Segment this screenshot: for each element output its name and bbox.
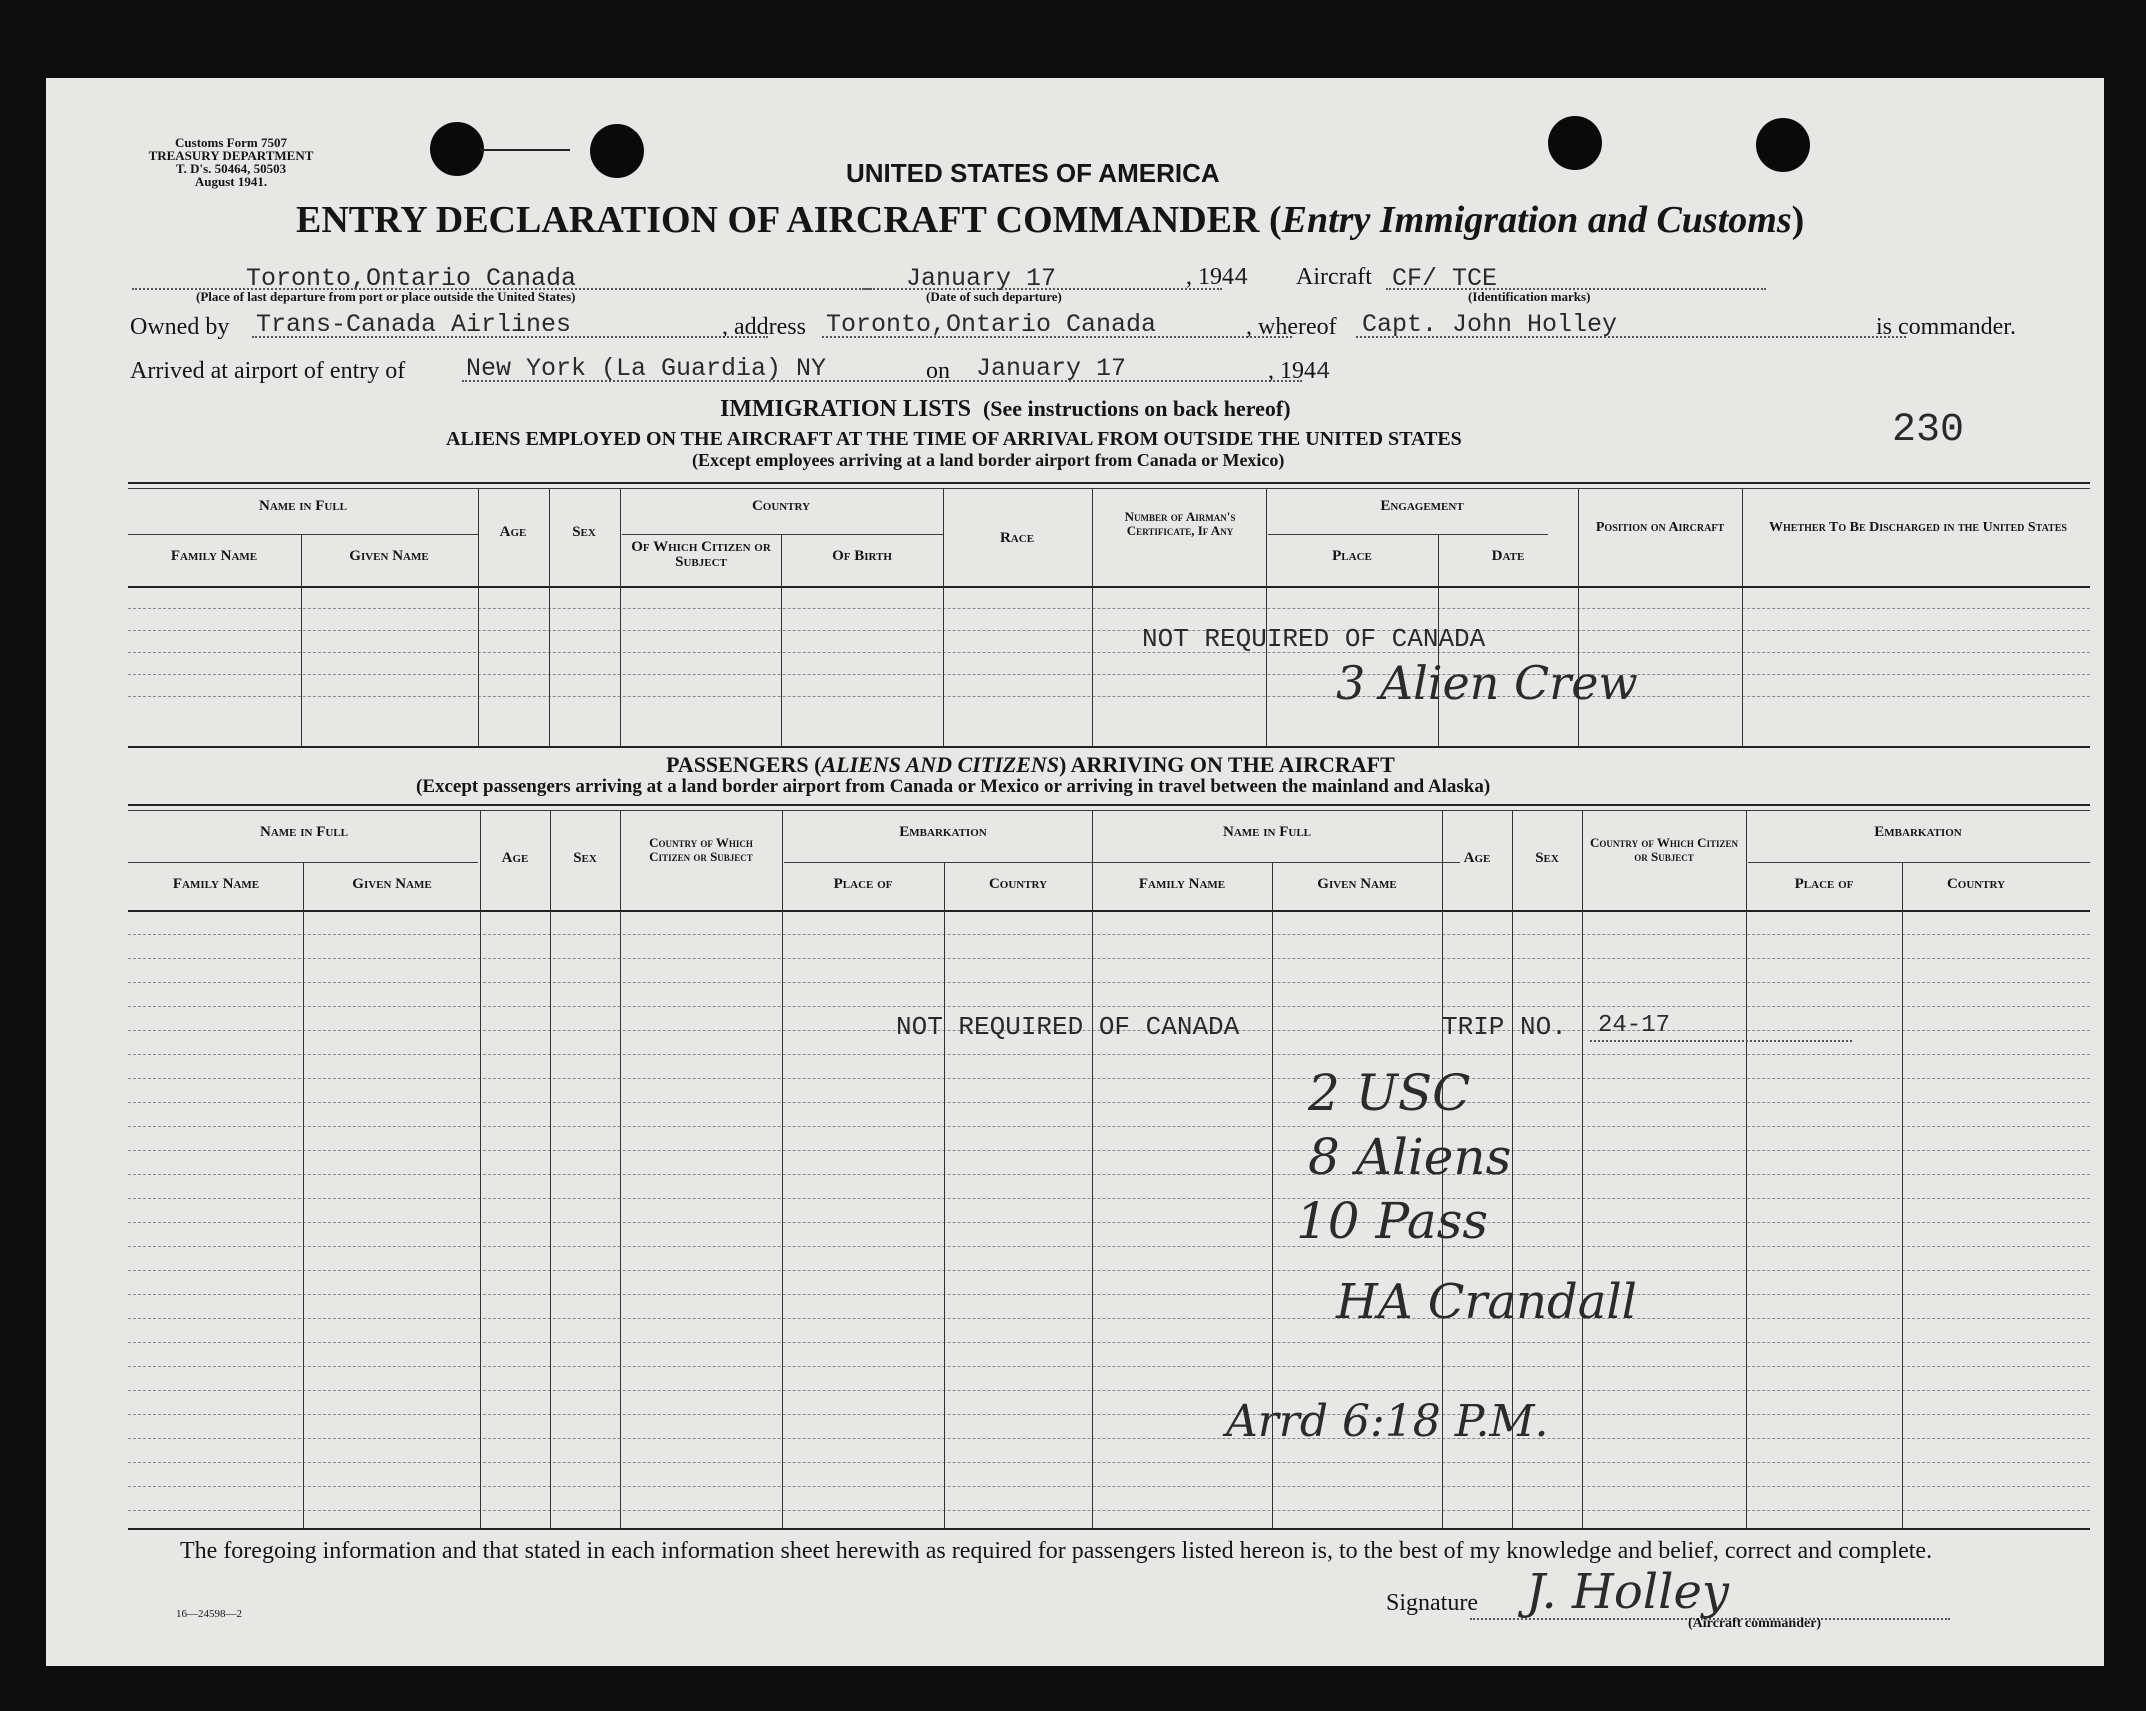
- inspector-initials: HA Crandall: [1336, 1274, 1638, 1330]
- immigration-subnote: (Except employees arriving at a land border airport from Canada or Mexico): [692, 450, 1285, 470]
- col-line: [1092, 488, 1093, 746]
- col-line: [1742, 488, 1743, 746]
- col-line: [1266, 488, 1267, 746]
- owner-address: Toronto,Ontario Canada: [826, 310, 1157, 339]
- punch-hole: [590, 124, 644, 178]
- rule: [622, 534, 944, 535]
- passengers-heading-b: ) ARRIVING ON THE AIRCRAFT: [1059, 752, 1395, 777]
- form-date: August 1941.: [194, 174, 268, 189]
- col-line: [620, 810, 621, 1528]
- col-header: Age: [1463, 850, 1491, 866]
- fill-line: [1356, 336, 1906, 338]
- col-header: Of Birth: [832, 548, 892, 564]
- col-header: Given Name: [349, 548, 429, 564]
- rule: [128, 804, 2090, 806]
- col-header: Number of Airman's Certificate, If Any: [1124, 509, 1236, 538]
- col-line: [480, 810, 481, 1528]
- row-line: [128, 674, 2090, 675]
- year-suffix: 4: [1234, 265, 1249, 292]
- departure-date: January 17: [906, 264, 1057, 293]
- col-header: Whether To Be Discharged in the United States: [1769, 520, 2067, 535]
- rule: [1748, 862, 2090, 863]
- col-header: Age: [501, 850, 529, 866]
- form-info: [106, 136, 356, 188]
- title-italic: Entry Immigration and Customs: [1281, 199, 1792, 241]
- col-header: Family Name: [1138, 876, 1226, 892]
- row-line: [128, 1006, 2090, 1007]
- fill-line: [252, 336, 768, 338]
- col-header: Name in Full: [258, 498, 348, 514]
- row-line: [128, 1486, 2090, 1487]
- rule: [128, 810, 2090, 811]
- trip-label: TRIP NO.: [1442, 1012, 1567, 1042]
- row-line: [128, 1198, 2090, 1199]
- aircraft-caption: (Identification marks): [1468, 289, 1591, 304]
- row-line: [128, 958, 2090, 959]
- col-header: Sex: [572, 524, 596, 540]
- row-line: [128, 1078, 2090, 1079]
- col-line: [620, 488, 621, 746]
- row-line: [128, 1150, 2090, 1151]
- row-line: [128, 1102, 2090, 1103]
- immigration-stamp: NOT REQUIRED OF CANADA: [1142, 624, 1486, 654]
- col-header: Given Name: [1317, 876, 1397, 892]
- passengers-heading-a: PASSENGERS (: [666, 752, 822, 777]
- col-line: [782, 810, 783, 1528]
- row-line: [128, 1222, 2090, 1223]
- col-line: [478, 488, 479, 746]
- arrival-date: January 17: [976, 354, 1127, 383]
- col-line: [1092, 810, 1093, 1528]
- passengers-heading-italic: ALIENS AND CITIZENS: [821, 752, 1060, 777]
- col-header: Family Name: [172, 876, 260, 892]
- punch-hole: [430, 122, 484, 176]
- form-department: TREASURY DEPARTMENT: [148, 148, 314, 163]
- row-line: [128, 652, 2090, 653]
- is-commander-label: is commander.: [1876, 314, 2016, 340]
- address-label: , address: [722, 314, 806, 340]
- col-header: Place: [1332, 548, 1372, 564]
- col-header: Age: [499, 524, 527, 540]
- signature-label: Signature: [1386, 1590, 1478, 1616]
- rule: [1268, 534, 1548, 535]
- trip-number: 24-17: [1598, 1012, 1671, 1039]
- rule: [128, 482, 2090, 484]
- punch-mark: [480, 149, 570, 151]
- departure-place: Toronto,Ontario Canada: [246, 264, 577, 293]
- row-line: [128, 630, 2090, 631]
- on-label: on: [926, 358, 950, 384]
- col-header: Date: [1491, 548, 1525, 564]
- form-number: Customs Form 7507: [175, 135, 287, 150]
- passengers-stamp: NOT REQUIRED OF CANADA: [896, 1012, 1240, 1042]
- arrival-year: [1268, 358, 1330, 386]
- col-header: Place of: [1794, 876, 1854, 892]
- signature-caption: (Aircraft commander): [1688, 1616, 1822, 1631]
- aircraft-label: Aircraft: [1296, 264, 1372, 290]
- col-header: Name in Full: [259, 824, 349, 840]
- rule: [128, 488, 2090, 489]
- title-main: ENTRY DECLARATION OF AIRCRAFT COMMANDER (: [296, 199, 1282, 241]
- row-line: [128, 1462, 2090, 1463]
- row-line: [128, 982, 2090, 983]
- col-line: [1746, 810, 1747, 1528]
- col-header: Position on Aircraft: [1595, 520, 1725, 535]
- owned-label: Owned by: [130, 314, 230, 340]
- col-header: Race: [999, 530, 1035, 546]
- col-header: Country: [1946, 876, 2006, 892]
- form-code: 16—24598—2: [176, 1608, 242, 1620]
- hand-note-aliens: 8 Aliens: [1308, 1128, 1512, 1186]
- row-line: [128, 1390, 2090, 1391]
- col-header: Sex: [573, 850, 597, 866]
- col-line: [943, 488, 944, 746]
- number-stamp: 230: [1892, 408, 1965, 453]
- col-header: Family Name: [170, 548, 258, 564]
- col-line: [1902, 862, 1903, 1528]
- owner-name: Trans-Canada Airlines: [256, 310, 572, 339]
- immigration-subheading: ALIENS EMPLOYED ON THE AIRCRAFT AT THE TIME OF ARRIVAL FROM OUTSIDE THE UNITED STATES: [446, 428, 1462, 450]
- row-line: [128, 1126, 2090, 1127]
- year-prefix: , 194: [1186, 264, 1234, 290]
- rule: [128, 910, 2090, 912]
- col-line: [1582, 810, 1583, 1528]
- immigration-title: IMMIGRATION LISTS: [720, 396, 971, 422]
- title-close: ): [1791, 199, 1805, 241]
- col-line: [781, 534, 782, 746]
- fill-line: [822, 336, 1292, 338]
- row-line: [128, 1054, 2090, 1055]
- row-line: [128, 696, 2090, 697]
- col-line: [301, 534, 302, 746]
- row-line: [128, 1510, 2090, 1511]
- row-line: [128, 1174, 2090, 1175]
- immigration-note: (See instructions on back hereof): [982, 396, 1291, 421]
- rule: [1104, 862, 1460, 863]
- col-header: Country: [988, 876, 1048, 892]
- col-header: Country of Which Citizen or Subject: [1590, 835, 1738, 864]
- hand-note-passengers: 10 Pass: [1296, 1192, 1489, 1250]
- rule: [128, 586, 2090, 588]
- passengers-heading: [666, 752, 1395, 778]
- row-line: [128, 1366, 2090, 1367]
- departure-date-caption: (Date of such departure): [926, 289, 1062, 304]
- row-line: [128, 1318, 2090, 1319]
- col-header: Engagement: [1380, 498, 1464, 514]
- arrival-time-note: Arrd 6:18 P.M.: [1226, 1396, 1549, 1447]
- year-prefix: , 194: [1268, 358, 1316, 384]
- col-header: Embarkation: [1874, 824, 1962, 840]
- col-line: [549, 488, 550, 746]
- row-line: [128, 1438, 2090, 1439]
- crew-note: 3 Alien Crew: [1336, 656, 1638, 710]
- fill-line: [1590, 1040, 1852, 1042]
- col-header: Country of Which Citizen or Subject: [649, 835, 753, 864]
- row-line: [128, 1414, 2090, 1415]
- row-line: [128, 1246, 2090, 1247]
- immigration-heading: [720, 396, 1291, 423]
- rule: [128, 746, 2090, 748]
- col-header: Embarkation: [899, 824, 987, 840]
- col-line: [944, 862, 945, 1528]
- row-line: [128, 1294, 2090, 1295]
- col-header: Name in Full: [1222, 824, 1312, 840]
- row-line: [128, 1342, 2090, 1343]
- entry-airport: New York (La Guardia) NY: [466, 354, 827, 383]
- punch-hole: [1756, 118, 1810, 172]
- col-header: Place of: [833, 876, 893, 892]
- year-suffix: 4: [1316, 359, 1331, 386]
- col-header: Given Name: [352, 876, 432, 892]
- col-line: [550, 810, 551, 1528]
- arrived-label: Arrived at airport of entry of: [130, 358, 406, 384]
- page-title: [296, 198, 1804, 242]
- departure-place-caption: (Place of last departure from port or place outside the United States): [196, 289, 576, 304]
- rule: [128, 534, 478, 535]
- col-header: Country: [751, 498, 811, 514]
- country-title: UNITED STATES OF AMERICA: [846, 158, 1220, 188]
- aircraft-marks: CF/ TCE: [1392, 264, 1498, 293]
- hand-note-citizens: 2 USC: [1308, 1064, 1471, 1122]
- fill-line: [462, 380, 1302, 382]
- row-line: [128, 608, 2090, 609]
- col-line: [303, 862, 304, 1528]
- rule: [128, 1528, 2090, 1530]
- form-sheet: [46, 78, 2104, 1666]
- row-line: [128, 934, 2090, 935]
- commander-signature: J. Holley: [1526, 1564, 1730, 1620]
- passengers-subnote: (Except passengers arriving at a land border airport from Canada or Mexico or arriving in travel between the mainland and Alaska): [416, 776, 1491, 797]
- whereof-label: , whereof: [1246, 314, 1337, 340]
- col-header: Of Which Citizen or Subject: [631, 539, 771, 570]
- commander-name: Capt. John Holley: [1362, 310, 1618, 339]
- row-line: [128, 1270, 2090, 1271]
- declaration-text: The foregoing information and that stated in each information sheet herewith as required for passengers listed hereon is, to the best of my knowledge and belief, correct and complete.: [180, 1538, 1933, 1564]
- punch-hole: [1548, 116, 1602, 170]
- departure-year: [1186, 264, 1248, 292]
- col-header: Sex: [1535, 850, 1559, 866]
- form-tds: T. D's. 50464, 50503: [175, 161, 287, 176]
